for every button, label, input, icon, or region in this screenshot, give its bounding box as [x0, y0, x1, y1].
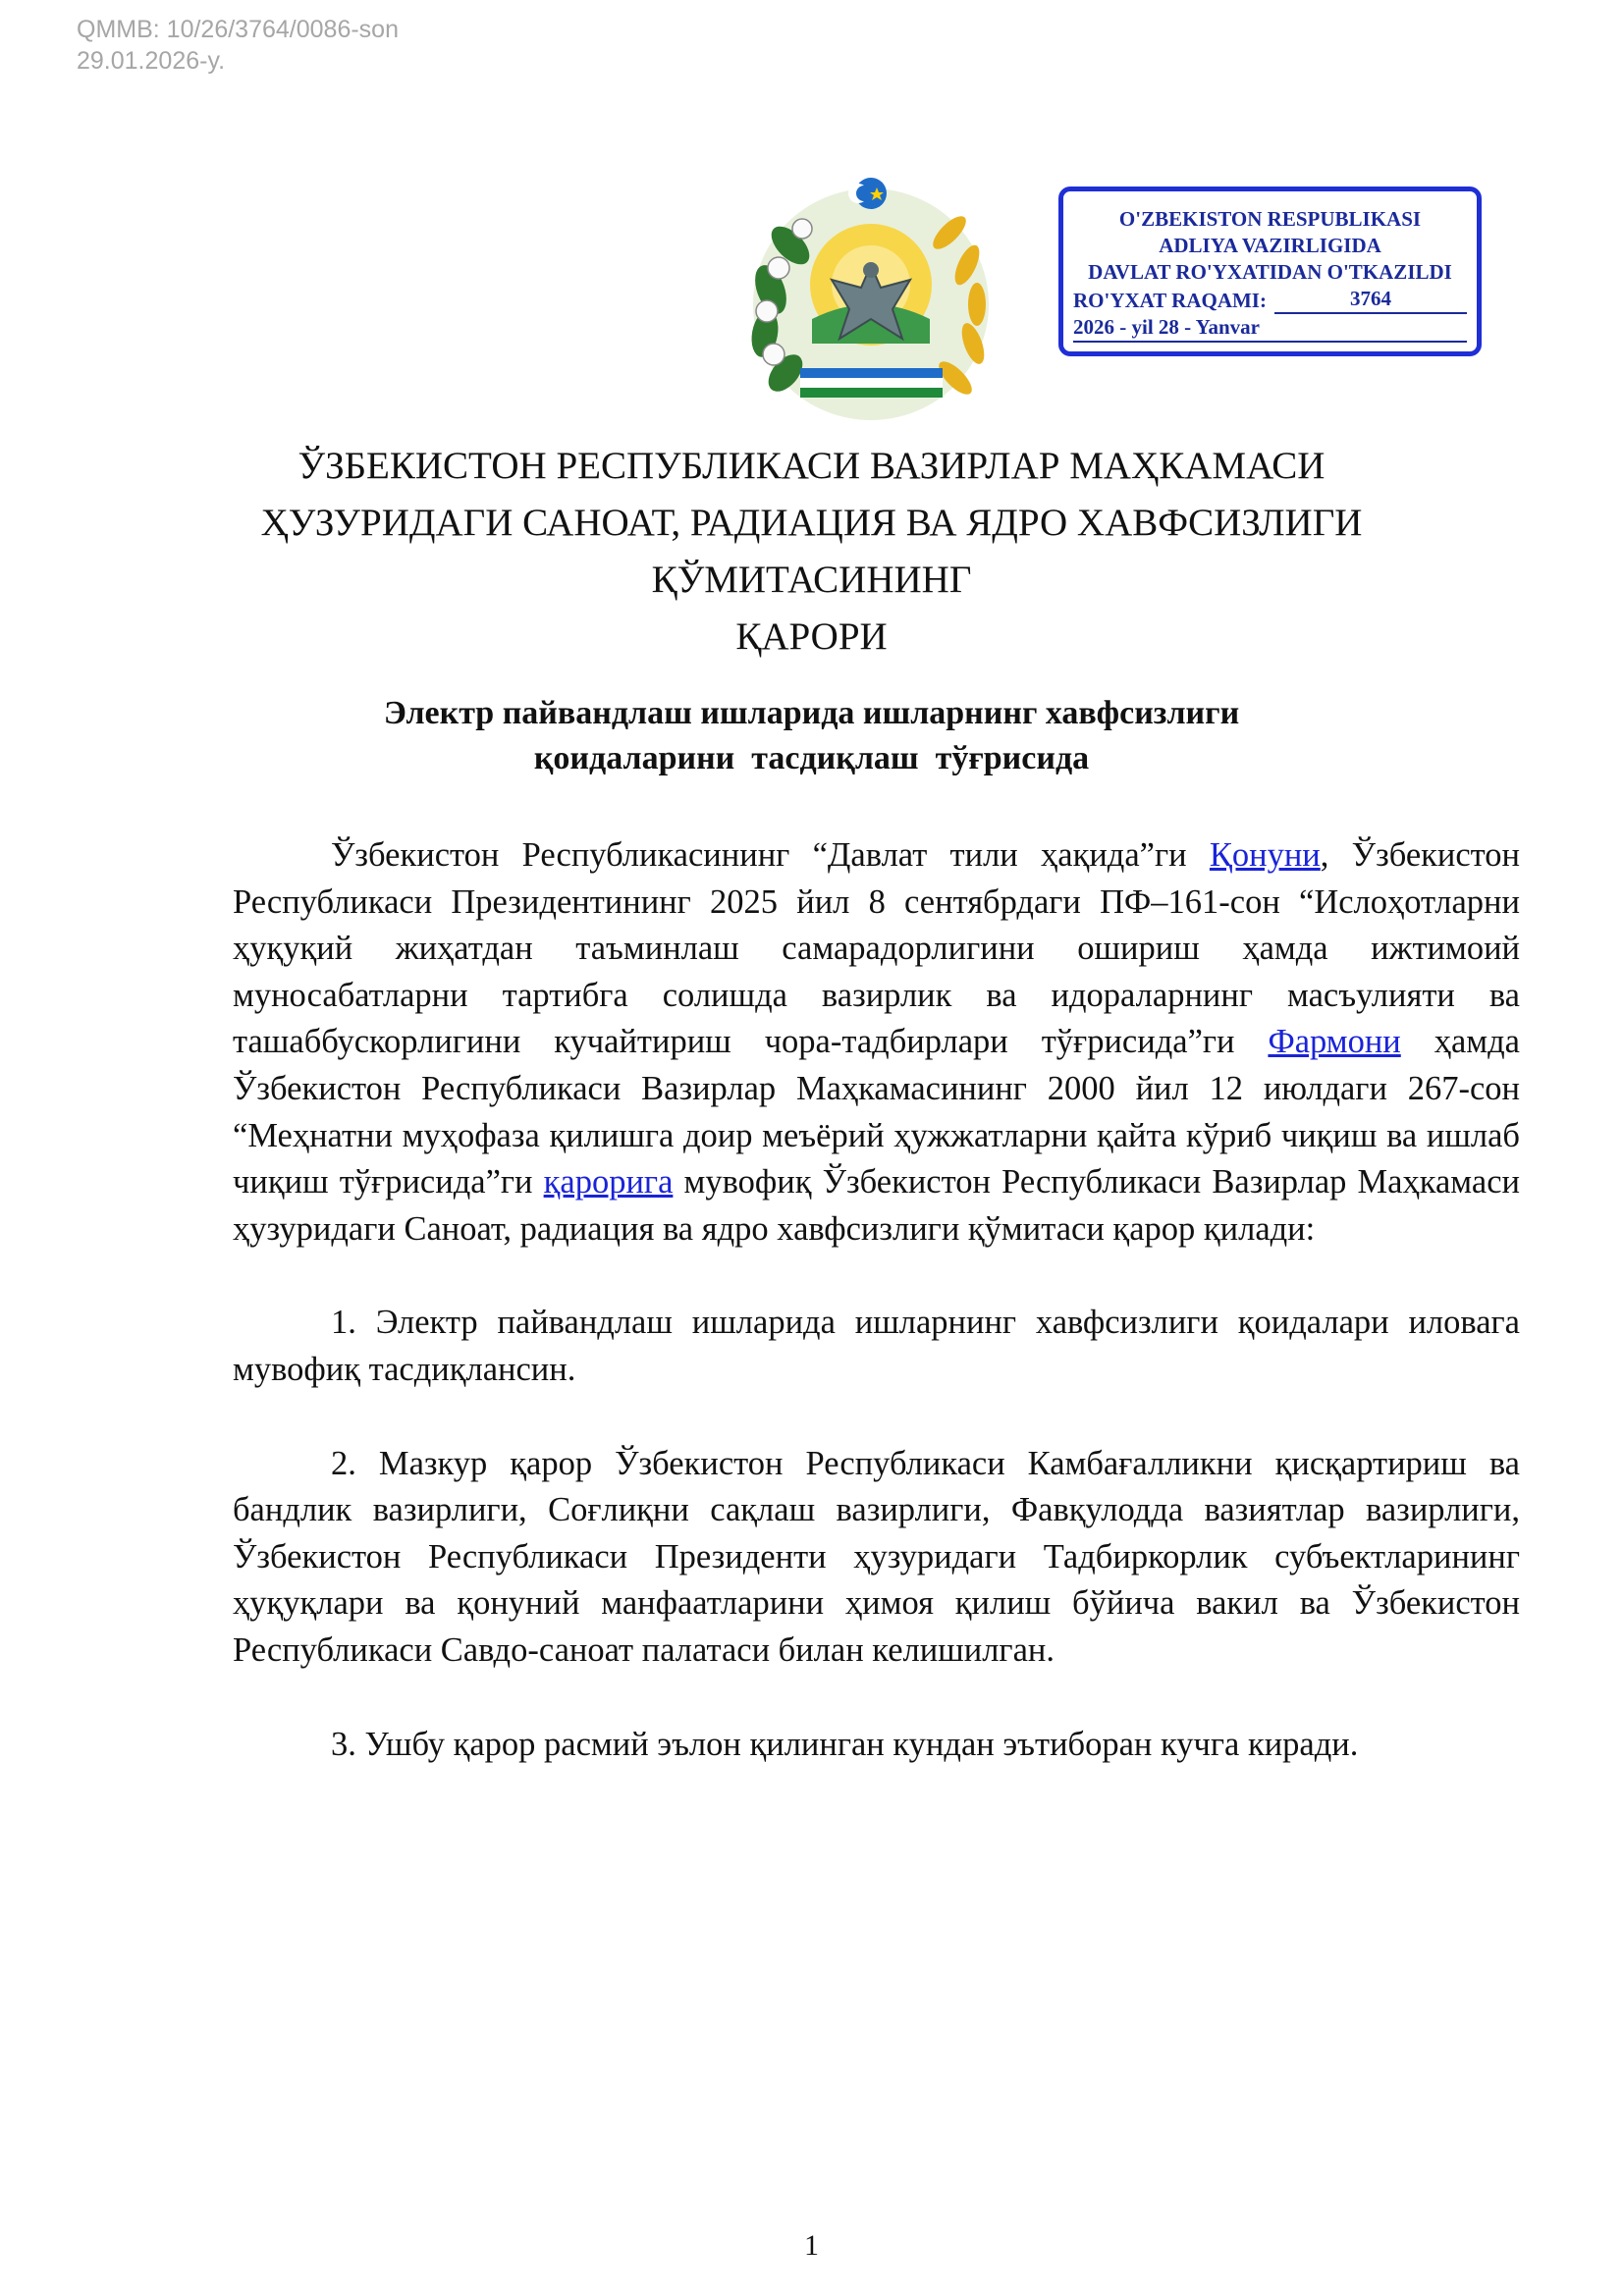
document-reference-number: QMMB: 10/26/3764/0086-son	[77, 16, 399, 43]
resolution-link[interactable]: қарорига	[543, 1163, 674, 1201]
stamp-date: 2026 - yil 28 - Yanvar	[1073, 314, 1467, 343]
document-reference-date: 29.01.2026-y.	[77, 47, 226, 75]
heading-line-1: ЎЗБЕКИСТОН РЕСПУБЛИКАСИ ВАЗИРЛАР МАҲКАМАСИ	[298, 445, 1325, 487]
stamp-line-registered: DAVLAT RO'YXATIDAN O'TKAZILDI	[1088, 260, 1452, 284]
preamble-paragraph	[233, 832, 1520, 1253]
preamble-text-4: мувофиқ Ўзбекистон Республикаси Вазирлар Маҳкамаси ҳузуридаги Саноат, радиация ва ядро хавфсизлиги қўмитаси қарор қилади:	[233, 1163, 1520, 1248]
preamble-text-3: ҳамда Ўзбекистон Республикаси Вазирлар Маҳкамасининг 2000 йил 12 июлдаги 267-сон “Меҳнатни муҳофаза қилишга доир меъёрий ҳужжатларни қайта кўриб чиқиш ва ишлаб чиқиш тўғрисида”ги	[233, 1023, 1520, 1201]
preamble-text-1: Ўзбекистон Республикасининг “Давлат тили ҳақида”ги	[331, 836, 1210, 874]
stamp-line-ministry: ADLIYA VAZIRLIGIDA	[1159, 234, 1381, 257]
stamp-number-row	[1073, 286, 1467, 314]
registration-stamp	[1058, 187, 1482, 356]
document-heading	[196, 438, 1427, 666]
item-1: 1. Электр пайвандлаш ишларида ишларнинг хавфсизлиги қоидалари иловага мувофиқ тасдиқлансин.	[233, 1304, 1520, 1388]
document-body	[233, 832, 1520, 1768]
subject-line-2: қоидаларини тасдиқлаш тўғрисида	[533, 740, 1090, 776]
page-number: 1	[804, 2229, 819, 2262]
subject-line-1: Электр пайвандлаш ишларида ишларнинг хавфсизлиги	[383, 695, 1240, 731]
stamp-number-label: RO'YXAT RAQAMI:	[1073, 289, 1267, 312]
stamp-line-republic: O'ZBEKISTON RESPUBLIKASI	[1118, 207, 1422, 231]
stamp-number-value: 3764	[1274, 286, 1467, 314]
item-3: 3. Ушбу қарор расмий эълон қилинган кундан эътиборан кучга киради.	[331, 1725, 1359, 1763]
law-link[interactable]: Қонуни	[1209, 836, 1321, 874]
heading-line-3: ҚЎМИТАСИНИНГ	[651, 559, 972, 601]
heading-line-2: ҲУЗУРИДАГИ САНОАТ, РАДИАЦИЯ ВА ЯДРО ХАВФСИЗЛИГИ	[260, 502, 1363, 544]
document-subject	[196, 691, 1427, 781]
item-2: 2. Мазкур қарор Ўзбекистон Республикаси Камбағалликни қисқартириш ва бандлик вазирлиги, Соғлиқни сақлаш вазирлиги, Фавқулодда вазиятлар вазирлиги, Ўзбекистон Республикаси Президенти ҳузуридаги Тадбиркорлик субъектларининг ҳуқуқлари ва қонуний манфаатларини ҳимоя қилиш бўйича вакил ва Ўзбекистон Республикаси Савдо-саноат палатаси билан келишилган.	[233, 1444, 1520, 1669]
document-reference	[77, 14, 399, 77]
state-emblem-icon	[741, 172, 1001, 425]
decree-link[interactable]: Фармони	[1268, 1023, 1401, 1061]
preamble-text-2: , Ўзбекистон Республикаси Президентининг 2025 йил 8 сентябрдаги ПФ–161-сон “Ислоҳотларни ҳуқуқий жиҳатдан таъминлаш самарадорлигини ошириш ҳамда ижтимоий муносабатларни тартибга солишда вазирлик ва идораларнинг масъулияти ва ташаббускорлигини кучайтириш чора-тадбирлари тўғрисида”ги	[233, 836, 1521, 1061]
heading-line-4: ҚАРОРИ	[735, 615, 888, 658]
